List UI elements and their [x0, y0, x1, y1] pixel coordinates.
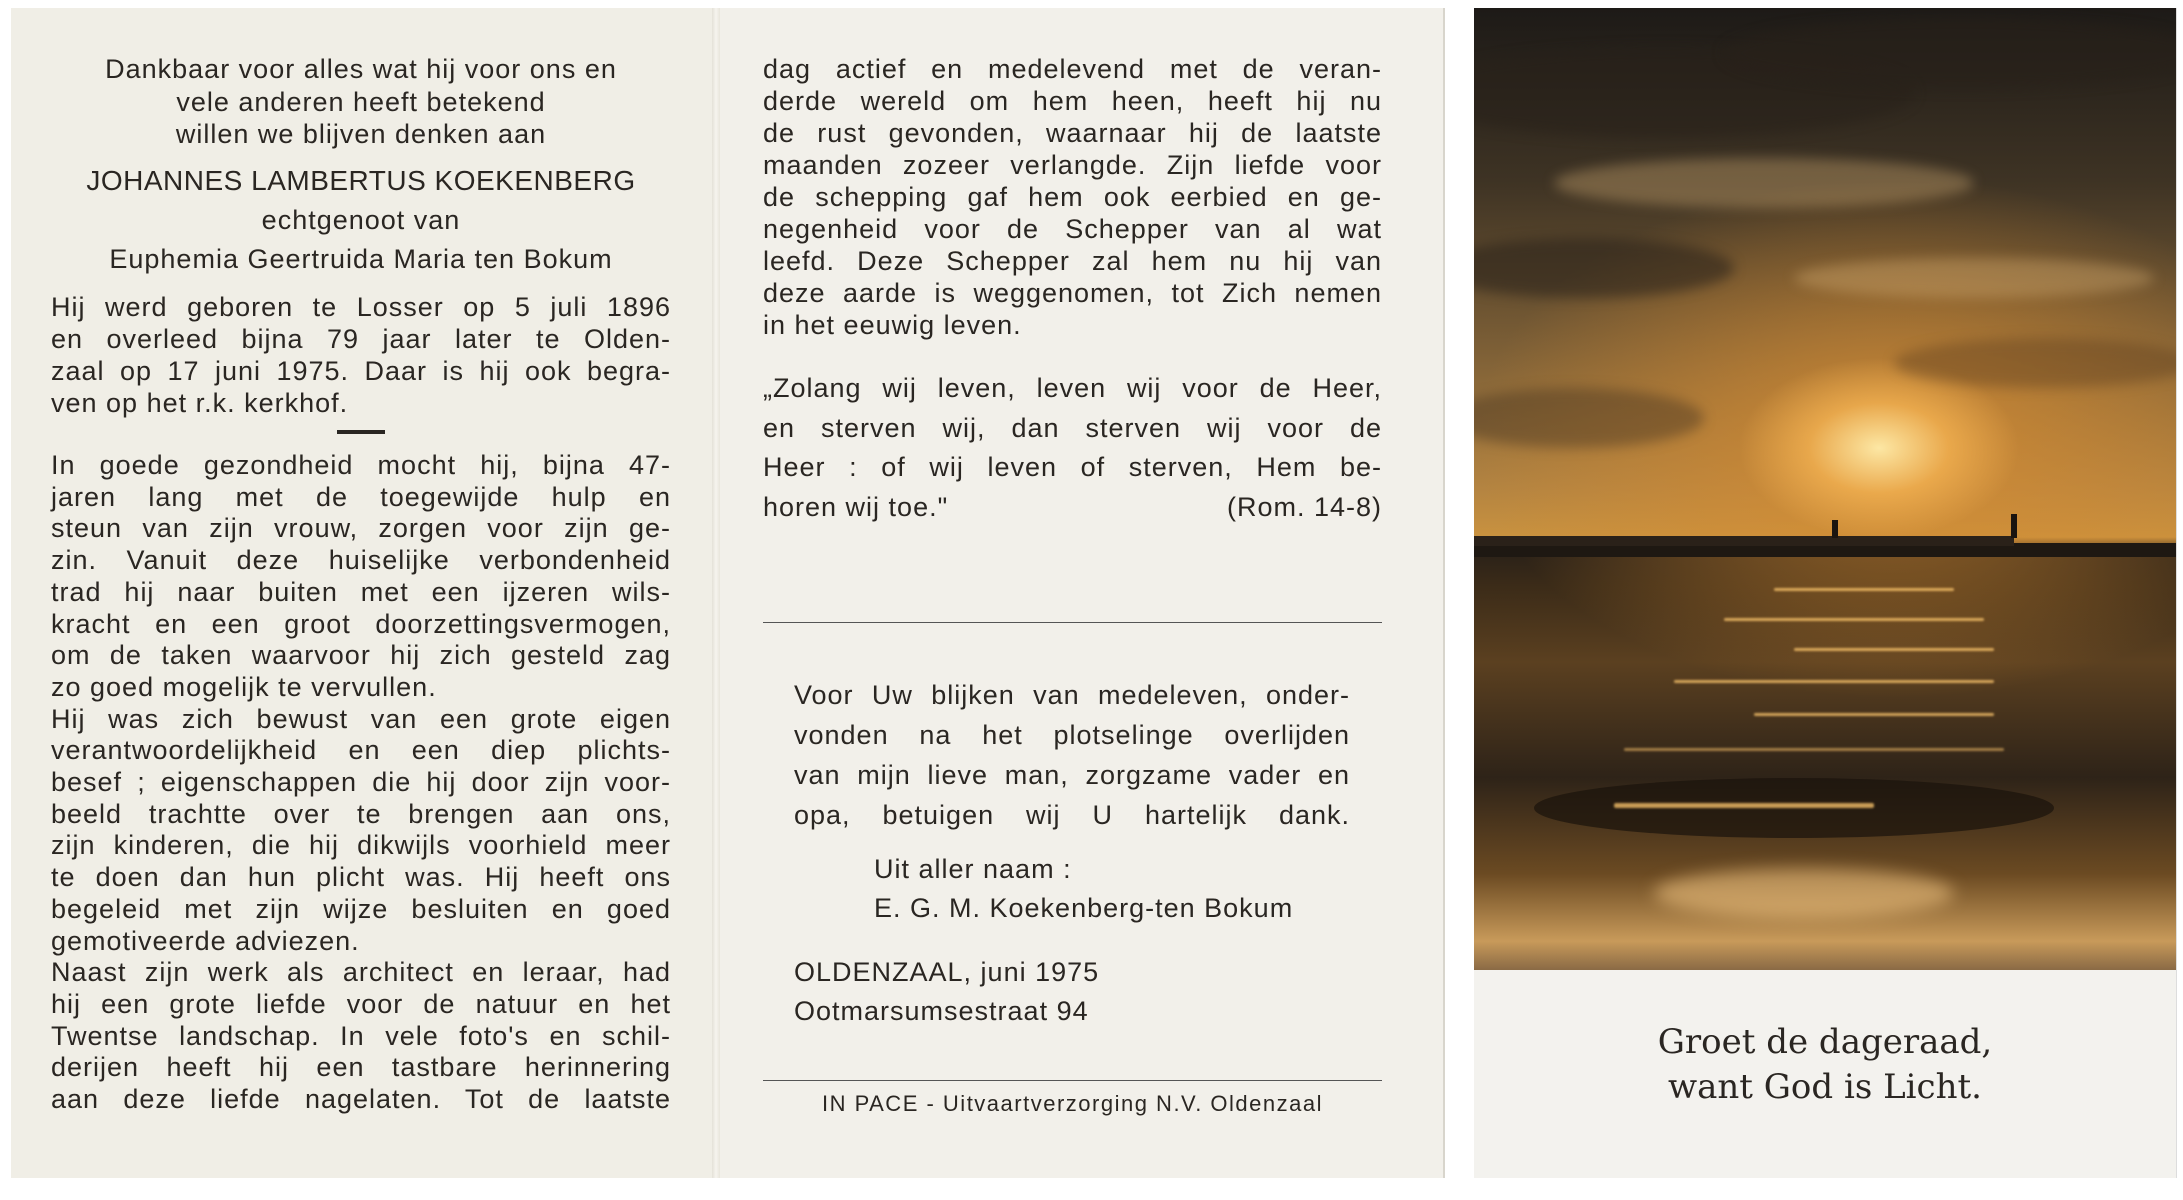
spouse-label: echtgenoot van — [261, 205, 461, 235]
thanks-line: Voor Uw blijken van medeleven, onder- — [794, 680, 1350, 710]
divider-rule — [763, 622, 1382, 623]
separator-dash — [337, 430, 385, 434]
scripture-quote-line: Heer : of wij leven of sterven, Hem be- — [763, 452, 1382, 482]
biography-line: begeleid met zijn wijze besluiten en goed — [51, 893, 671, 924]
scripture-quote-line: „Zolang wij leven, leven wij voor de Heer, — [763, 373, 1382, 403]
biography-line: de rust gevonden, waarnaar hij de laatste — [763, 118, 1382, 148]
signature-name: E. G. M. Koekenberg-ten Bokum — [874, 893, 1294, 923]
biography-line: derijen heeft hij een tastbare herinnering — [51, 1052, 671, 1083]
deceased-name: JOHANNES LAMBERTUS KOEKENBERG — [86, 165, 636, 196]
signature-label: Uit aller naam : — [874, 854, 1072, 884]
biography-line: en overleed bijna 79 jaar later te Olden- — [51, 324, 671, 354]
biography-line: derde wereld om hem heen, heeft hij nu — [763, 86, 1382, 116]
biography-line: steun van zijn vrouw, zorgen voor zijn ge- — [51, 513, 671, 544]
biography-line: leefd. Deze Schepper zal hem nu hij van — [763, 246, 1382, 276]
footer-rule — [763, 1080, 1382, 1081]
intro-line: willen we blijven denken aan — [175, 119, 547, 149]
biography-line: ven op het r.k. kerkhof. — [51, 388, 349, 418]
biography-line: aan deze liefde nagelaten. Tot de laatste — [51, 1084, 671, 1114]
photo-caption-line: want God is Licht. — [1668, 1067, 1982, 1107]
biography-line: jaren lang met de toegewijde hulp en — [51, 481, 671, 512]
thanks-line: vonden na het plotselinge overlijden — [794, 720, 1350, 750]
biography-line: gemotiveerde adviezen. — [51, 925, 360, 956]
biography-line: zijn kinderen, die hij dikwijls voorhield meer — [51, 830, 671, 861]
biography-line: In goede gezondheid mocht hij, bijna 47- — [51, 450, 671, 480]
biography-line: verantwoordelijkheid en een diep plichts- — [51, 735, 671, 766]
biography-line: zaal op 17 juni 1975. Daar is hij ook begra- — [51, 356, 671, 386]
biography-line: te doen dan hun plicht was. Hij heeft ons — [51, 862, 671, 893]
biography-line: negenheid voor de Schepper van al wat — [763, 214, 1382, 244]
intro-line: vele anderen heeft betekend — [176, 87, 546, 117]
photo-caption-line: Groet de dageraad, — [1657, 1022, 1993, 1062]
pier-tower — [1832, 520, 1838, 538]
thanks-line: van mijn lieve man, zorgzame vader en — [794, 760, 1350, 790]
biography-line: deze aarde is weggenomen, tot Zich nemen — [763, 278, 1382, 308]
scripture-quote-line: en sterven wij, dan sterven wij voor de — [763, 412, 1382, 443]
biography-line: in het eeuwig leven. — [763, 310, 1022, 340]
biography-line: Twentse landschap. In vele foto's en schil- — [51, 1020, 671, 1051]
biography-line: hij een grote liefde voor de natuur en het — [51, 988, 671, 1019]
address: Ootmarsumsestraat 94 — [794, 996, 1089, 1026]
biography-line: besef ; eigenschappen die hij door zijn voor- — [51, 767, 671, 797]
scripture-quote-line: horen wij toe." — [763, 491, 949, 522]
biography-line: om de taken waarvoor hij zich gesteld zag — [51, 640, 671, 671]
biography-line: zo goed mogelijk te vervullen. — [51, 671, 437, 702]
biography-line: trad hij naar buiten met een ijzeren wils- — [51, 576, 671, 607]
biography-line: Hij was zich bewust van een grote eigen — [51, 703, 671, 734]
card-fold — [712, 8, 720, 1178]
biography-line: Naast zijn werk als architect en leraar, had — [51, 957, 671, 988]
biography-line: kracht en een groot doorzettingsvermogen, — [51, 608, 671, 639]
biography-line: beeld trachtte over te brengen aan ons, — [51, 798, 671, 829]
pier — [1474, 536, 2014, 546]
pier-tower — [2011, 514, 2017, 538]
biography-line: de schepping gaf hem ook eerbied en ge- — [763, 182, 1382, 212]
biography-line: zin. Vanuit deze huiselijke verbondenheid — [51, 545, 671, 576]
spouse-name: Euphemia Geertruida Maria ten Bokum — [109, 244, 613, 274]
sunset-sea-photo — [1474, 8, 2176, 970]
funeral-home-footer: IN PACE - Uitvaartverzorging N.V. Oldenzaal — [821, 1091, 1323, 1116]
thanks-line: opa, betuigen wij U hartelijk dank. — [794, 800, 1350, 830]
biography-line: maanden zozeer verlangde. Zijn liefde voor — [763, 150, 1382, 180]
intro-line: Dankbaar voor alles wat hij voor ons en — [105, 54, 617, 84]
quote-reference: (Rom. 14-8) — [1226, 492, 1382, 522]
biography-line: Hij werd geboren te Losser op 5 juli 1896 — [51, 292, 671, 322]
place-date: OLDENZAAL, juni 1975 — [794, 957, 1100, 987]
biography-line: dag actief en medelevend met de veran- — [763, 54, 1382, 84]
